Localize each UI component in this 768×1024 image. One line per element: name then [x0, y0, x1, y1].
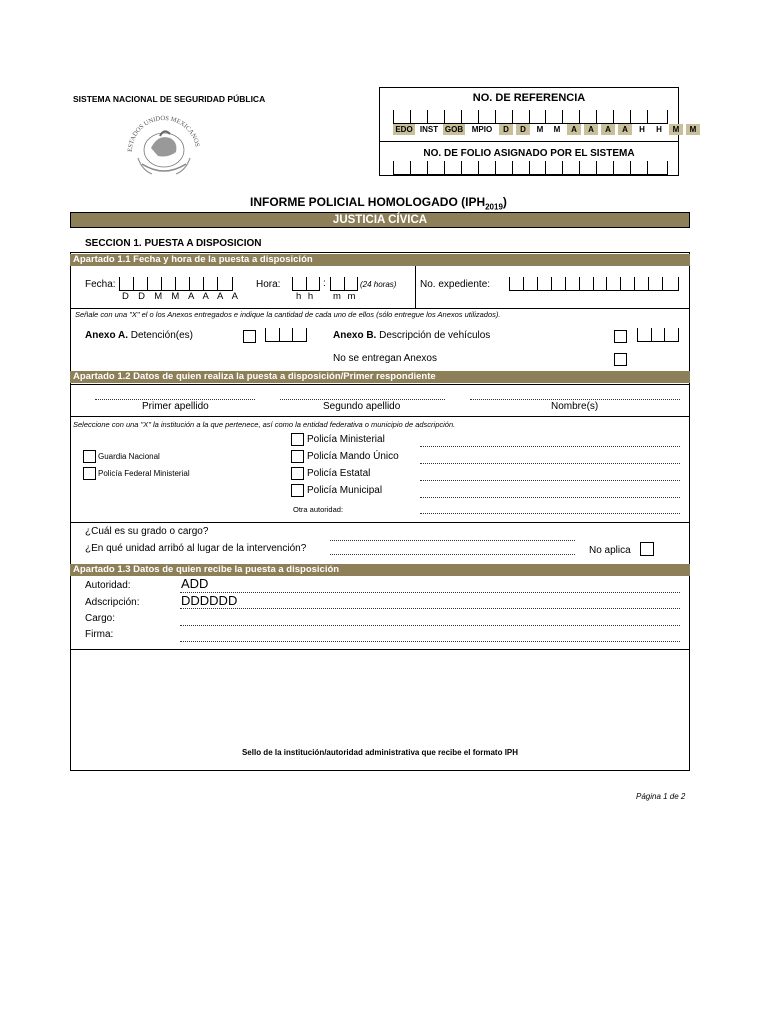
reference-number-field[interactable] — [393, 110, 668, 124]
reference-cell-label: M — [686, 124, 700, 135]
reference-title: NO. DE REFERENCIA — [472, 92, 586, 104]
policia-ministerial-checkbox[interactable] — [291, 433, 304, 446]
cargo-label: Cargo: — [85, 613, 116, 624]
form-subtitle-bar: JUSTICIA CÍVICA — [70, 212, 690, 228]
autoridad-line[interactable] — [180, 592, 680, 593]
otra-autoridad-label: Otra autoridad: — [293, 505, 344, 514]
reference-cell-label: H — [656, 125, 662, 134]
guardia-nacional-checkbox[interactable] — [83, 450, 96, 463]
autoridad-label: Autoridad: — [85, 580, 131, 591]
no-anexos-checkbox[interactable] — [614, 353, 627, 366]
expediente-field[interactable] — [509, 277, 679, 291]
anexos-note: Señale con una "X" el o los Anexos entregados e indique la cantidad de cada uno de ellos (sólo entregue los Anexos utilizados). — [75, 310, 501, 319]
hora-label: Hora: — [256, 279, 281, 290]
folio-number-field[interactable] — [393, 161, 668, 175]
unidad-question: ¿En qué unidad arribó al lugar de la intervención? — [85, 543, 307, 554]
policia-municipal-label: Policía Municipal — [307, 485, 383, 496]
anexo-a-label: Anexo A. Detención(es) — [85, 330, 194, 341]
segundo-apellido-label: Segundo apellido — [323, 401, 401, 412]
otra-autoridad-line[interactable] — [420, 513, 680, 514]
policia-estatal-checkbox[interactable] — [291, 467, 304, 480]
reference-cell-label: MPIO — [471, 125, 493, 134]
hours-24-note: (24 horas) — [360, 280, 397, 289]
policia-mando-label: Policía Mando Único — [307, 451, 399, 462]
reference-cell-label: A — [618, 124, 632, 135]
unidad-line[interactable] — [330, 554, 575, 555]
reference-cell-label: H — [639, 125, 645, 134]
nombre-label: Nombre(s) — [551, 401, 599, 412]
policia-mando-checkbox[interactable] — [291, 450, 304, 463]
reference-cell-label: A — [584, 124, 598, 135]
grado-line[interactable] — [330, 540, 575, 541]
mando-entity-line[interactable] — [420, 463, 680, 464]
form-title: INFORME POLICIAL HOMOLOGADO $(IPH_{2019})$ — [250, 195, 507, 212]
expediente-label: No. expediente: — [420, 279, 491, 290]
hora-hint-m: m m — [333, 291, 358, 302]
reference-cell-label: A — [567, 124, 581, 135]
no-aplica-label: No aplica — [589, 545, 631, 556]
page-number: Página 1 de 2 — [636, 792, 686, 801]
hora-colon: : — [323, 278, 326, 289]
primer-apellido-line[interactable] — [95, 399, 255, 400]
policia-ministerial-label: Policía Ministerial — [307, 434, 385, 445]
nombre-line[interactable] — [470, 399, 680, 400]
anexo-a-count-field[interactable] — [265, 328, 307, 342]
reference-cell-label: GOB — [444, 125, 464, 134]
cargo-line[interactable] — [180, 625, 680, 626]
apartado-1-1-bar: Apartado 1.1 Fecha y hora de la puesta a disposición — [70, 254, 690, 266]
national-seal-icon — [118, 108, 208, 184]
policia-estatal-label: Policía Estatal — [307, 468, 371, 479]
reference-cell-label: EDO — [393, 124, 415, 135]
hora-minutes-field[interactable] — [330, 277, 358, 291]
policia-municipal-checkbox[interactable] — [291, 484, 304, 497]
primer-apellido-label: Primer apellido — [142, 401, 209, 412]
reference-cell-label: D — [499, 124, 513, 135]
section1-title: SECCION 1. PUESTA A DISPOSICION — [85, 238, 262, 249]
apartado-1-3-bar: Apartado 1.3 Datos de quien recibe la puesta a disposición — [70, 564, 690, 576]
no-aplica-checkbox[interactable] — [640, 542, 654, 556]
anexo-a-checkbox[interactable] — [243, 330, 256, 343]
reference-cell-label: A — [601, 124, 615, 135]
hora-hint-h: h h — [296, 291, 316, 302]
svg-text:ESTADOS UNIDOS MEXICANOS: ESTADOS UNIDOS MEXICANOS — [126, 114, 201, 153]
grado-question: ¿Cuál es su grado o cargo? — [85, 526, 209, 537]
institucion-note: Seleccione con una "X" la institución a la que pertenece, así como la entidad federativa o municipio de adscripción. — [73, 420, 456, 429]
firma-line[interactable] — [180, 641, 680, 642]
anexo-b-count-field[interactable] — [637, 328, 679, 342]
apartado-1-2-bar: Apartado 1.2 Datos de quien realiza la puesta a disposición/Primer respondiente — [70, 371, 690, 383]
guardia-nacional-label: Guardia Nacional — [98, 452, 160, 461]
anexo-b-label: Anexo B. Descripción de vehículos — [333, 330, 491, 341]
hora-hours-field[interactable] — [292, 277, 320, 291]
firma-label: Firma: — [85, 629, 114, 640]
reference-cell-label: M — [669, 124, 683, 135]
fecha-field[interactable] — [119, 277, 233, 291]
anexo-b-checkbox[interactable] — [614, 330, 627, 343]
reference-cell-label: INST — [419, 125, 439, 134]
fecha-label: Fecha: — [85, 279, 116, 290]
adscripcion-label: Adscripción: — [85, 597, 140, 608]
sello-caption: Sello de la institución/autoridad administrativa que recibe el formato IPH — [241, 748, 519, 757]
ministerial-entity-line[interactable] — [420, 446, 680, 447]
reference-cell-label: M — [536, 125, 544, 134]
fecha-hint: D D M M A A A A — [122, 291, 242, 302]
adscripcion-value: DDDDDD — [181, 593, 238, 608]
folio-title: NO. DE FOLIO ASIGNADO POR EL SISTEMA — [423, 148, 635, 159]
estatal-entity-line[interactable] — [420, 480, 680, 481]
municipal-entity-line[interactable] — [420, 497, 680, 498]
segundo-apellido-line[interactable] — [280, 399, 445, 400]
reference-cell-label: D — [516, 124, 530, 135]
reference-cell-label: M — [553, 125, 561, 134]
policia-federal-checkbox[interactable] — [83, 467, 96, 480]
autoridad-value: ADD — [181, 576, 209, 591]
system-name: SISTEMA NACIONAL DE SEGURIDAD PÚBLICA — [73, 94, 266, 104]
no-anexos-label: No se entregan Anexos — [333, 353, 437, 364]
adscripcion-line[interactable] — [180, 608, 680, 609]
policia-federal-label: Policía Federal Ministerial — [98, 469, 190, 478]
